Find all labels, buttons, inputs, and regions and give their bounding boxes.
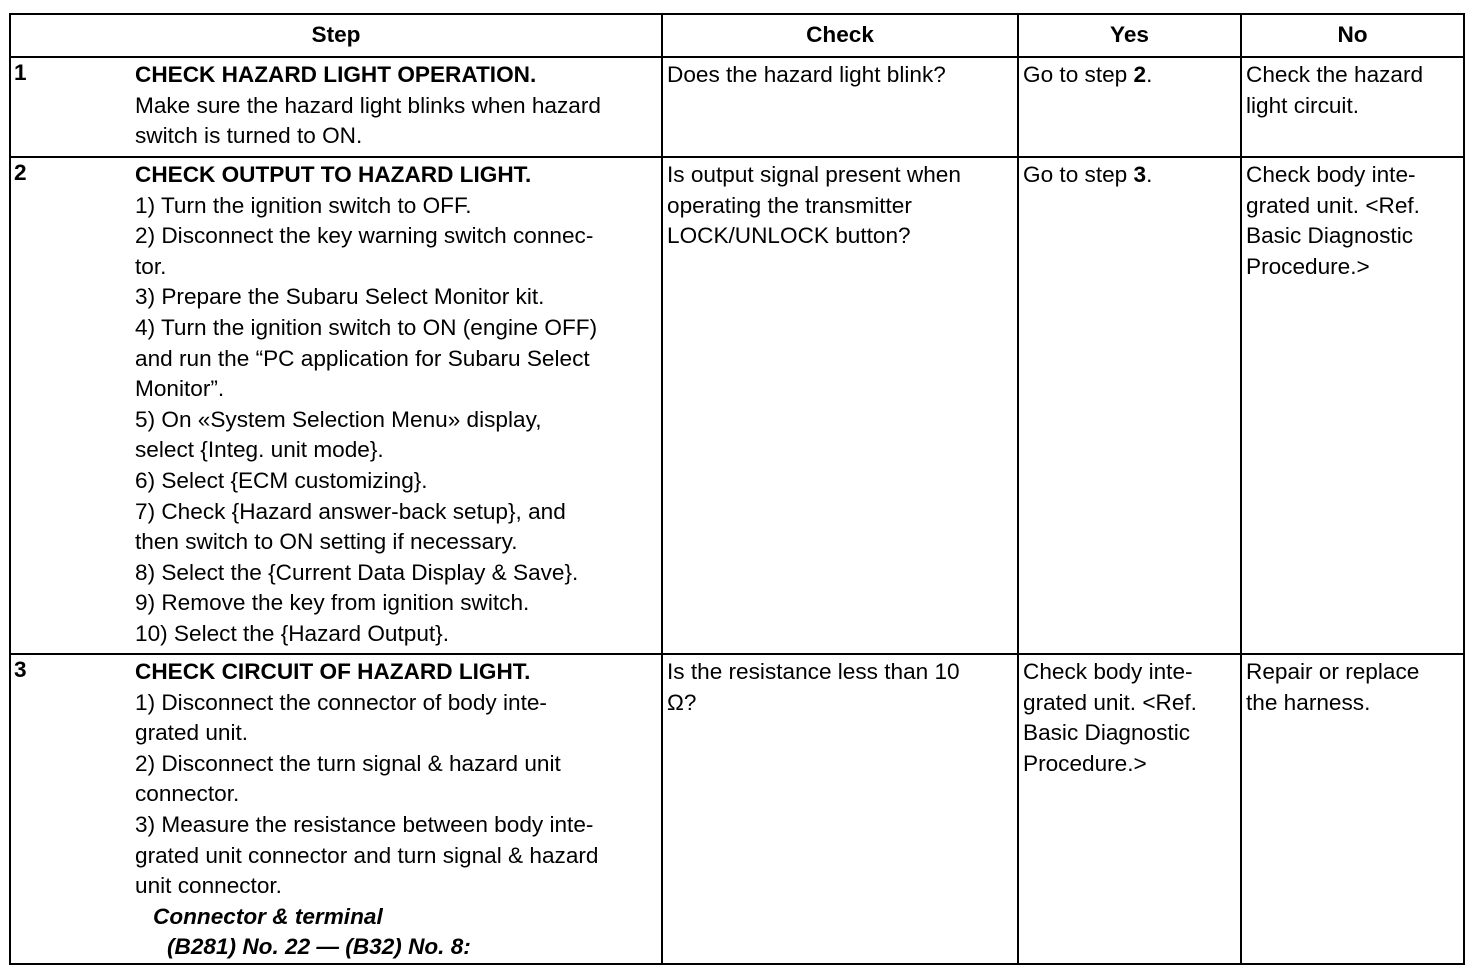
step-number: 3 [14, 657, 27, 682]
check-line: LOCK/UNLOCK button? [667, 223, 911, 249]
table-row-step-2 [10, 157, 1464, 654]
yes-line: grated unit. <Ref. [1023, 689, 1197, 715]
no-cell [1241, 157, 1464, 654]
no-line: Check body inte- [1246, 162, 1416, 187]
header-no: No [1241, 14, 1464, 57]
step-line: Monitor”. [135, 376, 225, 402]
check-cell [662, 654, 1018, 964]
no-line: Procedure.> [1246, 253, 1370, 279]
step-line: select {Integ. unit mode}. [135, 437, 384, 463]
step-line: unit connector. [135, 873, 282, 899]
yes-text: Go to step [1023, 162, 1134, 187]
no-line: Repair or replace [1246, 659, 1420, 684]
step-number: 1 [14, 60, 27, 85]
header-check: Check [662, 14, 1018, 57]
diagnostic-table [9, 13, 1465, 965]
step-line: Make sure the hazard light blinks when hazard [135, 92, 601, 118]
check-line: Is the resistance less than 10 [667, 659, 960, 684]
no-line: the harness. [1246, 689, 1371, 715]
yes-line: Procedure.> [1023, 750, 1147, 776]
step-title: CHECK CIRCUIT OF HAZARD LIGHT. [135, 659, 531, 684]
step-line: grated unit. [135, 720, 249, 746]
step-line: 10) Select the {Hazard Output}. [135, 620, 449, 646]
step-line: connector. [135, 781, 240, 807]
no-line: grated unit. <Ref. [1246, 192, 1420, 218]
table-row-step-1 [10, 57, 1464, 157]
check-cell [662, 157, 1018, 654]
yes-after: . [1146, 62, 1153, 87]
step-line: 9) Remove the key from ignition switch. [135, 590, 530, 616]
step-line: switch is turned to ON. [135, 123, 363, 149]
yes-line: Check body inte- [1023, 659, 1193, 684]
yes-line: Basic Diagnostic [1023, 720, 1191, 746]
step-line: 6) Select {ECM customizing}. [135, 467, 428, 493]
step-line: 1) Turn the ignition switch to OFF. [135, 192, 472, 218]
step-cell [10, 654, 662, 964]
step-line: 4) Turn the ignition switch to ON (engine OFF) [135, 314, 598, 340]
step-line: 7) Check {Hazard answer-back setup}, and [135, 498, 566, 524]
spec-label: Connector & terminal [153, 903, 383, 929]
step-line: 8) Select the {Current Data Display & Save}. [135, 559, 579, 585]
step-line: 2) Disconnect the key warning switch connec- [135, 223, 594, 249]
step-line: 5) On «System Selection Menu» display, [135, 406, 542, 432]
spec-value: (B281) No. 22 — (B32) No. 8: [167, 934, 471, 960]
check-line: Is output signal present when [667, 162, 961, 187]
step-line: 2) Disconnect the turn signal & hazard unit [135, 750, 561, 776]
step-line: tor. [135, 253, 167, 279]
yes-cell [1018, 57, 1241, 157]
step-title: CHECK OUTPUT TO HAZARD LIGHT. [135, 162, 532, 187]
header-yes: Yes [1018, 14, 1241, 57]
check-line: operating the transmitter [667, 192, 912, 218]
yes-text: Go to step [1023, 62, 1134, 87]
yes-step-link[interactable]: 2 [1133, 62, 1147, 87]
step-line: grated unit connector and turn signal & hazard [135, 842, 599, 868]
check-line: Does the hazard light blink? [667, 62, 946, 87]
step-line: 1) Disconnect the connector of body inte- [135, 689, 547, 715]
step-cell [10, 157, 662, 654]
step-number: 2 [14, 160, 27, 185]
step-cell [10, 57, 662, 157]
yes-after: . [1146, 162, 1153, 187]
check-cell [662, 57, 1018, 157]
no-cell [1241, 654, 1464, 964]
table-row-step-3 [10, 654, 1464, 964]
yes-cell [1018, 654, 1241, 964]
step-line: and run the “PC application for Subaru Select [135, 345, 590, 371]
no-line: Check the hazard [1246, 62, 1424, 87]
step-line: 3) Measure the resistance between body inte- [135, 811, 594, 837]
yes-cell [1018, 157, 1241, 654]
step-line: then switch to ON setting if necessary. [135, 529, 518, 555]
yes-step-link[interactable]: 3 [1133, 162, 1147, 187]
header-step: Step [10, 14, 662, 57]
header-row [10, 14, 1464, 57]
step-title: CHECK HAZARD LIGHT OPERATION. [135, 62, 537, 87]
no-cell [1241, 57, 1464, 157]
check-line: Ω? [667, 689, 697, 715]
no-line: Basic Diagnostic [1246, 223, 1414, 249]
step-line: 3) Prepare the Subaru Select Monitor kit. [135, 284, 545, 310]
no-line: light circuit. [1246, 92, 1360, 118]
